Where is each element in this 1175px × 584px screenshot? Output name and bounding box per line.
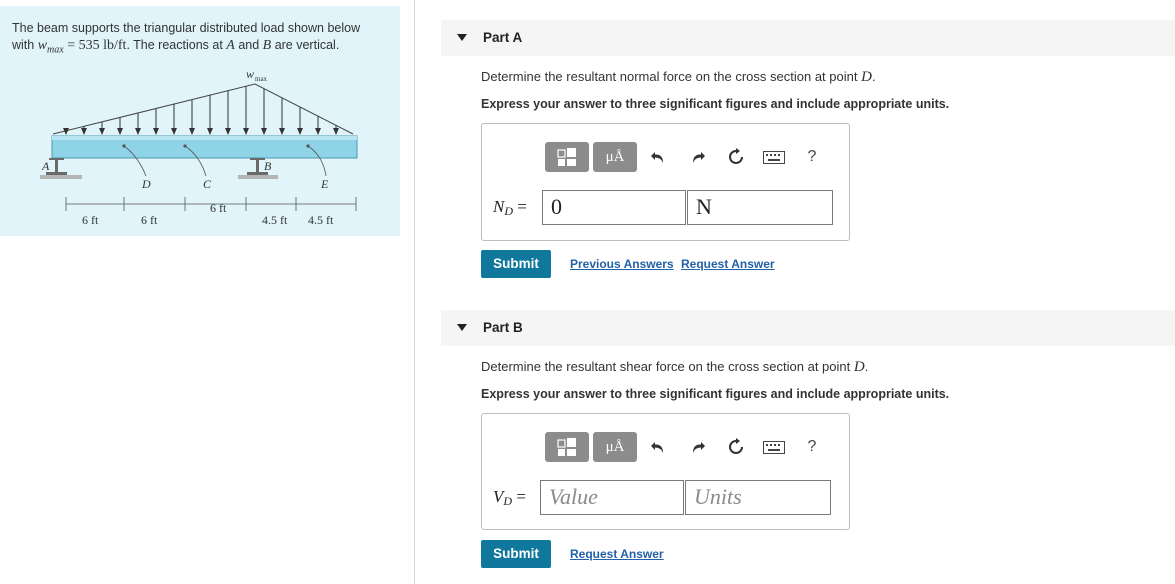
question-text: Determine the resultant normal force on the cross section at point xyxy=(481,69,862,84)
part-b-question xyxy=(481,359,868,376)
load-arrow-head xyxy=(279,128,285,135)
support-b xyxy=(238,158,278,179)
point-b-label: B xyxy=(264,159,272,173)
point-d-label: D xyxy=(142,177,151,191)
dim-5: 4.5 ft xyxy=(308,213,334,227)
problem-text-segment: with xyxy=(12,38,38,52)
var-symbol: V xyxy=(493,487,504,506)
part-b-header[interactable] xyxy=(441,310,1175,346)
load-arrow-head xyxy=(207,128,213,135)
problem-line-1: The beam supports the triangular distributed load shown below xyxy=(12,21,361,35)
point-c-label: C xyxy=(203,177,212,191)
mu-angstrom-icon[interactable]: μÅ xyxy=(593,432,637,462)
var-symbol: N xyxy=(493,197,505,216)
part-a-caret-icon[interactable] xyxy=(457,34,467,41)
load-arrow-head xyxy=(135,128,141,135)
question-end: . xyxy=(864,359,869,374)
wmax-sub: max xyxy=(47,44,64,56)
load-arrow-head xyxy=(171,128,177,135)
question-point: D xyxy=(861,69,872,85)
undo-icon[interactable] xyxy=(647,146,669,168)
point-a-ref: A xyxy=(226,38,235,53)
point-e-label: E xyxy=(321,177,329,191)
load-triangle xyxy=(53,84,353,134)
load-arrow-head xyxy=(243,128,249,135)
dim-1: 6 ft xyxy=(82,213,99,227)
part-b-units-input[interactable]: Units xyxy=(685,480,831,515)
part-a-request-answer-link[interactable]: Request Answer xyxy=(681,257,775,271)
load-label: w xyxy=(246,67,255,81)
reset-icon[interactable] xyxy=(725,146,747,168)
part-a-submit-button[interactable]: Submit xyxy=(481,250,551,278)
undo-icon[interactable] xyxy=(647,436,669,458)
part-b-value-input[interactable]: Value xyxy=(540,480,684,515)
part-a-title[interactable]: Part A xyxy=(483,30,523,45)
load-arrow-head xyxy=(153,128,159,135)
wmax-symbol: w xyxy=(37,38,48,53)
redo-icon[interactable] xyxy=(687,146,709,168)
load-arrow-head xyxy=(333,128,339,135)
load-arrow-head xyxy=(261,128,267,135)
part-a-question xyxy=(481,69,876,86)
problem-text-segment: . The reactions at xyxy=(126,38,227,52)
var-eq: = xyxy=(513,197,527,216)
part-b-caret-icon[interactable] xyxy=(457,324,467,331)
part-b-toolbar xyxy=(545,432,835,464)
question-text: Determine the resultant shear force on the cross section at point xyxy=(481,359,854,374)
reset-icon[interactable] xyxy=(725,436,747,458)
templates-icon[interactable] xyxy=(545,432,589,462)
part-a-header[interactable] xyxy=(441,20,1175,56)
part-a-value-input[interactable]: 0 xyxy=(542,190,686,225)
part-b-title[interactable]: Part B xyxy=(483,320,523,335)
load-arrow-head xyxy=(189,128,195,135)
problem-text-segment: and xyxy=(234,38,263,52)
keyboard-icon[interactable] xyxy=(761,436,787,458)
var-eq: = xyxy=(512,487,526,506)
load-arrow-head xyxy=(99,128,105,135)
problem-panel xyxy=(0,6,400,236)
part-b-instruction: Express your answer to three significant figures and include appropriate units. xyxy=(481,387,950,401)
part-a-variable-label xyxy=(493,197,527,219)
point-b-ref: B xyxy=(262,38,272,53)
load-arrow-head xyxy=(315,128,321,135)
part-a-answer-box xyxy=(481,123,850,241)
part-a-toolbar xyxy=(545,142,835,174)
dim-2: 6 ft xyxy=(141,213,158,227)
question-end: . xyxy=(871,69,876,84)
part-a-units-input[interactable]: N xyxy=(687,190,833,225)
problem-text-segment: are vertical. xyxy=(271,38,340,52)
templates-icon[interactable] xyxy=(545,142,589,172)
redo-icon[interactable] xyxy=(687,436,709,458)
dim-4: 4.5 ft xyxy=(262,213,288,227)
part-b-submit-button[interactable]: Submit xyxy=(481,540,551,568)
problem-statement xyxy=(12,20,392,59)
part-a-instruction: Express your answer to three significant figures and include appropriate units. xyxy=(481,97,950,111)
point-a-label: A xyxy=(42,159,50,173)
load-label-sub: max xyxy=(255,75,268,83)
beam-figure xyxy=(38,66,368,236)
part-b-answer-box xyxy=(481,413,850,530)
var-sub: D xyxy=(504,204,514,218)
panel-divider xyxy=(414,0,415,584)
part-b-variable-label xyxy=(493,487,526,509)
dim-3: 6 ft xyxy=(210,201,227,215)
mu-angstrom-icon[interactable]: μÅ xyxy=(593,142,637,172)
help-icon[interactable]: ? xyxy=(807,148,817,165)
load-arrow-head xyxy=(81,128,87,135)
keyboard-icon[interactable] xyxy=(761,146,787,168)
question-point: D xyxy=(853,359,865,375)
var-sub: D xyxy=(503,494,513,508)
load-arrows xyxy=(63,86,339,135)
load-arrow-head xyxy=(225,128,231,135)
part-a-previous-answers-link[interactable]: Previous Answers xyxy=(570,257,674,271)
beam-highlight xyxy=(52,136,357,140)
part-b-request-answer-link[interactable]: Request Answer xyxy=(570,547,664,561)
load-arrow-head xyxy=(117,128,123,135)
load-arrow-head xyxy=(297,128,303,135)
help-icon[interactable]: ? xyxy=(807,438,817,455)
wmax-value: = 535 lb/ft xyxy=(63,38,127,53)
